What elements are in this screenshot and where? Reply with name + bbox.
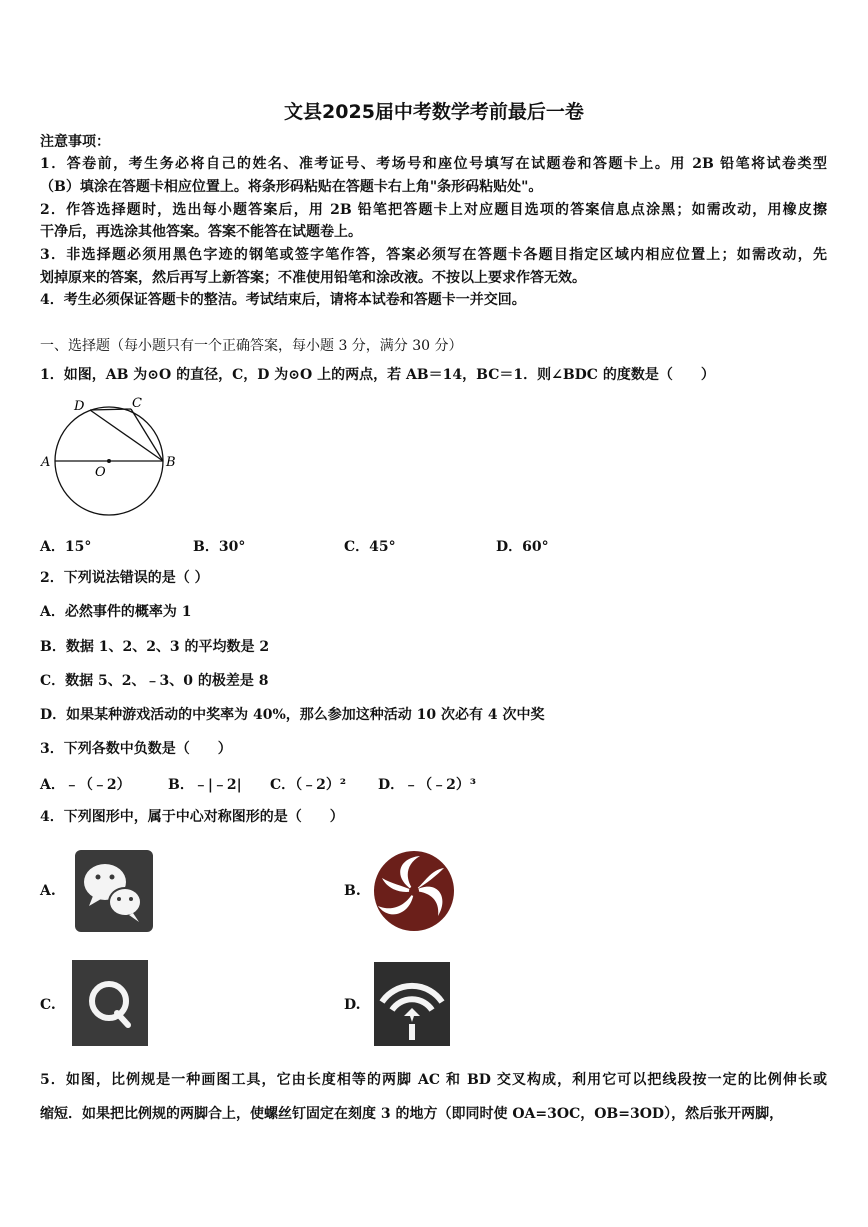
notice-line: 1．答卷前，考生务必将自己的姓名、准考证号、考场号和座位号填写在试题卷和答题卡上。用 2B 铅笔将试卷类型	[40, 156, 827, 172]
wechat-logo-icon	[73, 848, 155, 934]
section-heading: 一、选择题（每小题只有一个正确答案，每小题 3 分，满分 30 分）	[40, 338, 463, 354]
notice-line: 干净后，再选涂其他答案。答案不能答在试题卷上。	[40, 224, 362, 240]
notice-line: （B）填涂在答题卡相应位置上。将条形码粘贴在答题卡右上角"条形码粘贴处"。	[40, 179, 543, 195]
point-label-b: B	[166, 455, 176, 470]
q1-option-c: C．45°	[344, 539, 396, 555]
q1-option-a: A．15°	[40, 539, 92, 555]
question-1-stem: 1．如图，AB 为⊙O 的直径，C，D 为⊙O 上的两点，若 AB＝14，BC＝1．则∠BDC 的度数是（ ）	[40, 367, 715, 383]
q-ring-icon	[72, 960, 148, 1046]
notice-line: 划掉原来的答案，然后再写上新答案；不准使用铅笔和涂改液。不按以上要求作答无效。	[40, 270, 586, 286]
q2-option-c: C．数据 5、2、﹣3、0 的极差是 8	[40, 673, 269, 689]
q4-option-c-label: C.	[40, 997, 56, 1013]
circle-diagram	[36, 392, 186, 522]
page-title: 文县2025届中考数学考前最后一卷	[284, 101, 584, 123]
notice-line: 2．作答选择题时，选出每小题答案后，用 2B 铅笔把答题卡上对应题目选项的答案信息点涂黑；如需改动，用橡皮擦	[40, 202, 827, 218]
q4-option-a-label: A.	[40, 883, 56, 899]
question-4-stem: 4．下列图形中，属于中心对称图形的是（ ）	[40, 809, 344, 825]
notice-heading: 注意事项：	[40, 134, 110, 150]
wifi-signal-icon	[374, 962, 450, 1046]
point-label-o: O	[95, 465, 106, 480]
q3-option-b: B．﹣|﹣2|	[168, 777, 242, 793]
q2-option-b: B．数据 1、2、2、3 的平均数是 2	[40, 639, 270, 655]
notice-line: 4．考生必须保证答题卡的整洁。考试结束后，请将本试卷和答题卡一并交回。	[40, 292, 526, 308]
q4-option-d-label: D.	[344, 997, 361, 1013]
question-5-line: 缩短．如果把比例规的两脚合上，使螺丝钉固定在刻度 3 的地方（即同时使 OA=3OC，OB=3OD），然后张开两脚，	[40, 1106, 784, 1122]
swirl-logo-icon	[372, 848, 456, 934]
q3-option-c: C．（﹣2）²	[270, 777, 347, 793]
q1-option-d: D．60°	[496, 539, 549, 555]
notice-line: 3．非选择题必须用黑色字迹的钢笔或签字笔作答，答案必须写在答题卡各题目指定区域内相应位置上；如需改动，先	[40, 247, 827, 263]
point-label-a: A	[41, 455, 51, 470]
q2-option-d: D．如果某种游戏活动的中奖率为 40%，那么参加这种活动 10 次必有 4 次中奖	[40, 707, 545, 723]
q1-option-b: B．30°	[193, 539, 246, 555]
q4-option-b-label: B.	[344, 883, 361, 899]
q2-option-a: A．必然事件的概率为 1	[40, 604, 192, 620]
q3-option-d: D．﹣（﹣2）³	[378, 777, 477, 793]
question-5-line: 5．如图，比例规是一种画图工具，它由长度相等的两脚 AC 和 BD 交叉构成，利用它可以把线段按一定的比例伸长或	[40, 1072, 827, 1088]
point-label-c: C	[132, 396, 142, 411]
question-2-stem: 2．下列说法错误的是（ ）	[40, 570, 209, 586]
point-label-d: D	[74, 399, 85, 414]
question-3-stem: 3．下列各数中负数是（ ）	[40, 741, 232, 757]
q3-option-a: A．﹣（﹣2）	[40, 777, 131, 793]
